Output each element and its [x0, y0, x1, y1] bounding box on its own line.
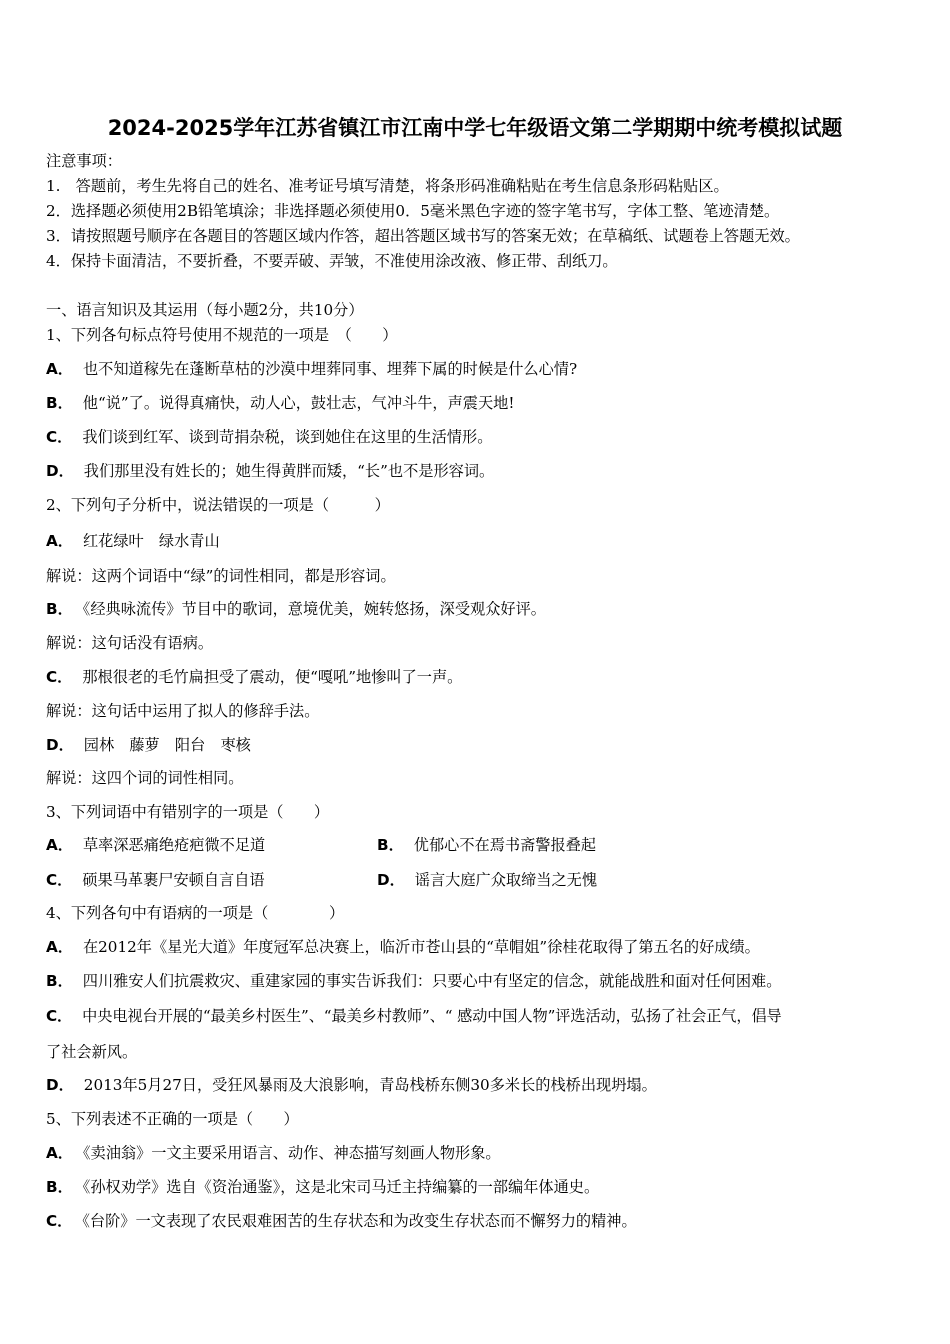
question-stem: 5、下列表述不正确的一项是（ ）	[46, 1110, 299, 1128]
option-a	[46, 937, 760, 957]
option-text: 那根很老的毛竹扁担受了震动，便“嘎吼”地惨叫了一声。	[82, 668, 463, 686]
option-label: A．	[46, 532, 73, 550]
option-label: B．	[46, 972, 73, 990]
option-label: A．	[46, 938, 73, 956]
option-c	[46, 870, 265, 890]
option-label: C．	[46, 668, 73, 686]
option-label: B．	[46, 394, 73, 412]
option-label: B．	[46, 600, 73, 618]
option-c	[46, 667, 462, 687]
option-label: B．	[377, 836, 404, 854]
option-label: C．	[46, 428, 73, 446]
option-label: D．	[46, 462, 74, 480]
question-stem: 1、下列各句标点符号使用不规范的一项是 （ ）	[46, 326, 398, 344]
option-label: D．	[46, 1076, 74, 1094]
option-c	[46, 1006, 782, 1026]
option-text: 我们谈到红军、谈到苛捐杂税，谈到她住在这里的生活情形。	[82, 428, 493, 446]
option-text: 草率深恶痛绝疮疤微不足道	[82, 836, 266, 854]
option-b	[46, 1177, 599, 1197]
question-stem: 3、下列词语中有错别字的一项是（ ）	[46, 803, 330, 821]
option-text: 优郁心不在焉书斋警报叠起	[413, 836, 597, 854]
option-text: 2013年5月27日，受狂风暴雨及大浪影响，青岛栈桥东侧30多米长的栈桥出现坍塌。	[83, 1076, 657, 1094]
option-b	[46, 971, 781, 991]
option-label: A．	[46, 360, 73, 378]
question-stem: 2、下列句子分析中，说法错误的一项是（ ）	[46, 496, 390, 514]
option-c	[46, 427, 492, 447]
option-d	[377, 870, 597, 890]
section-heading: 一、语言知识及其运用（每小题2分，共10分）	[46, 301, 364, 319]
option-text: 《卖油翁》一文主要采用语言、动作、神态描写刻画人物形象。	[82, 1144, 501, 1162]
notice-item: 4．保持卡面清洁，不要折叠，不要弄破、弄皱，不准使用涂改液、修正带、刮纸刀。	[46, 252, 618, 270]
option-text: 《经典咏流传》节目中的歌词，意境优美，婉转悠扬，深受观众好评。	[82, 600, 546, 618]
explanation: 解说：这句话没有语病。	[46, 634, 214, 652]
option-text: 也不知道稼先在蓬断草枯的沙漠中埋葬同事、埋葬下属的时候是什么心情?	[82, 360, 578, 378]
option-c-continued: 了社会新风。	[46, 1043, 138, 1061]
question-stem: 4、下列各句中有语病的一项是（ ）	[46, 904, 345, 922]
option-text: 他“说”了。说得真痛快，动人心，鼓壮志，气冲斗牛，声震天地!	[82, 394, 515, 412]
option-text: 中央电视台开展的“最美乡村医生”、“最美乡村教师”、“ 感动中国人物”评选活动，弘扬了社会正气，倡导	[82, 1007, 782, 1025]
notice-item: 2．选择题必须使用2B铅笔填涂；非选择题必须使用0．5毫米黑色字迹的签字笔书写，字体工整、笔迹清楚。	[46, 202, 780, 220]
option-text: 《孙权劝学》选自《资治通鉴》，这是北宋司马迁主持编纂的一部编年体通史。	[82, 1178, 600, 1196]
option-label: B．	[46, 1178, 73, 1196]
option-text: 红花绿叶 绿水青山	[82, 532, 220, 550]
option-label: C．	[46, 871, 73, 889]
option-label: A．	[46, 836, 73, 854]
option-label: C．	[46, 1212, 73, 1230]
explanation: 解说：这四个词的词性相同。	[46, 769, 244, 787]
option-text: 园林 藤萝 阳台 枣核	[83, 736, 251, 754]
option-text: 谣言大庭广众取缔当之无愧	[414, 871, 598, 889]
option-b	[46, 599, 546, 619]
option-text: 《台阶》一文表现了农民艰难困苦的生存状态和为改变生存状态而不懈努力的精神。	[82, 1212, 637, 1230]
option-label: D．	[46, 736, 74, 754]
option-d	[46, 1075, 657, 1095]
option-text: 在2012年《星光大道》年度冠军总决赛上，临沂市苍山县的“草帽姐”徐桂花取得了第五名的好成绩。	[82, 938, 760, 956]
option-label: A．	[46, 1144, 73, 1162]
option-label: C．	[46, 1007, 73, 1025]
option-a	[46, 1143, 501, 1163]
option-a	[46, 359, 577, 379]
option-d	[46, 461, 494, 481]
notice-item: 3．请按照题号顺序在各题目的答题区域内作答，超出答题区域书写的答案无效；在草稿纸、试题卷上答题无效。	[46, 227, 800, 245]
explanation: 解说：这两个词语中“绿”的词性相同，都是形容词。	[46, 567, 396, 585]
option-a	[46, 531, 220, 551]
option-text: 我们那里没有姓长的；她生得黄胖而矮，“长”也不是形容词。	[83, 462, 495, 480]
option-label: D．	[377, 871, 405, 889]
option-b	[46, 393, 514, 413]
option-c	[46, 1211, 637, 1231]
page-title: 2024-2025学年江苏省镇江市江南中学七年级语文第二学期期中统考模拟试题	[107, 116, 843, 140]
explanation: 解说：这句话中运用了拟人的修辞手法。	[46, 702, 320, 720]
notice-heading: 注意事项：	[46, 152, 122, 170]
option-text: 四川雅安人们抗震救灾、重建家园的事实告诉我们：只要心中有坚定的信念，就能战胜和面对任何困难。	[82, 972, 782, 990]
option-d	[46, 735, 251, 755]
notice-item: 1. 答题前，考生先将自己的姓名、准考证号填写清楚，将条形码准确粘贴在考生信息条形码粘贴区。	[46, 177, 729, 195]
option-a	[46, 835, 265, 855]
option-b	[377, 835, 596, 855]
option-text: 硕果马革裹尸安顿自言自语	[82, 871, 265, 889]
